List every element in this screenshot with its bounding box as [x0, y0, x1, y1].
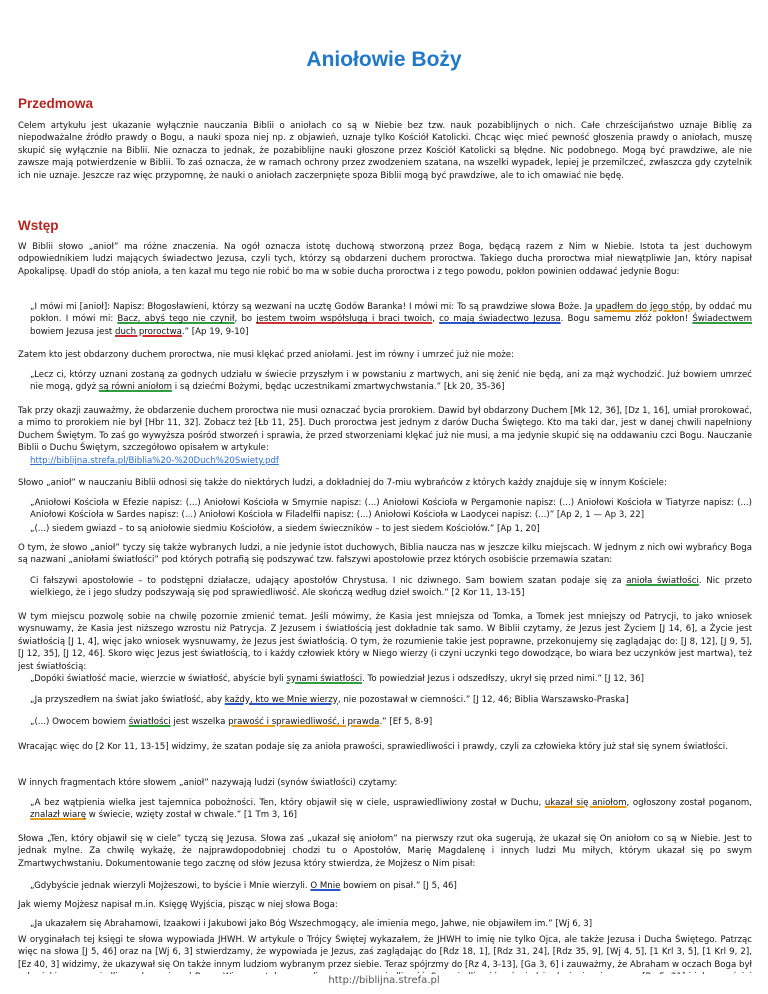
intro-paragraph-2: Zatem kto jest obdarzony duchem proroctwa, nie musi klękać przed aniołami. Jest im równy i umrzeć już nie może: — [18, 350, 514, 360]
highlight-green: Bacz, abyś tego nie czynił — [117, 314, 235, 325]
section-heading-intro: Wstęp — [18, 218, 59, 233]
quote-text: „Gdybyście jednak wierzyli Mojżeszowi, to byście i Mnie wierzyli. — [30, 881, 311, 891]
highlight-orange: upadłem do jego stóp — [595, 302, 690, 312]
quote-text: i są dziećmi Bożymi, będąc uczestnikami zmartwychwstania.” [Łk 20, 35-36] — [172, 382, 505, 393]
footer-url: http://biblijna.strefa.pl — [328, 975, 440, 986]
quote-ap-19 — [30, 301, 752, 338]
quote-text: „Dopóki światłość macie, wierzcie w światłość, abyście byli — [30, 674, 287, 684]
quote-j-5 — [30, 880, 752, 892]
intro-paragraph-8: W innych fragmentach które słowem „anioł” nazywają ludzi (synów światłości) czytamy: — [18, 778, 398, 788]
intro-paragraph-1: W Biblii słowo „anioł” ma różne znaczenia. Na ogół oznacza istotę duchową stworzoną przez Boga, będącą razem z Nim w Niebie. Istota ta jest duchowym odpowiednikiem ludzi mających świadectwo Jezusa, czyli tych, którzy są obdarzeni duchem proroctwa. Takiego ducha proroctwa miał niewątpliwie Jan, który napisał Apokalipsę. Upadł do stóp anioła, a ten kazał mu tego nie robić bo ma w sobie ducha proroctwa i z tego powodu, pokłon powinien oddawać jedynie Bogu: — [18, 242, 752, 277]
quote-text: . To powiedział Jezus i odszedłszy, ukrył się przed nimi.” [J 12, 36] — [362, 674, 644, 684]
quote-text: jest wszelka — [170, 717, 229, 727]
highlight-red: jestem twoim współsługą i braci twoich — [256, 314, 433, 325]
highlight-green: Świadectwem — [692, 314, 752, 325]
intro-paragraph-3: Tak przy okazji zauważmy, że obdarzenie duchem proroctwa nie musi oznaczać bycia prorokiem. Dawid był obdarzony Duchem [Mk 12, 36], [Dz 1, 16], umiał prorokować, a mimo to prorokiem nie był [Hbr 11, 32]. Zobacz też [Łb 11, 25]. Duch proroctwa jest jednym z darów Ducha Świętego. Kto ma taki dar, jest w danej chwili napełniony Duchem Świętym. To zaś go wywyższa pośród stworzeń i sprawia, że przed stworzeniami klękać już nie musi, a ma jedynie skupić się na oddawaniu czci Bogu. Nauczanie Biblii o Duchu Świętym, szczegółowo opisałem w artykule: — [18, 406, 752, 454]
highlight-orange: ukazał się aniołom — [544, 798, 627, 808]
highlight-green: synami światłości — [286, 674, 363, 684]
quote-text: bowiem Jezusa jest — [30, 326, 116, 337]
quote-2kor-11 — [30, 575, 752, 600]
quote-j-12-46 — [30, 694, 752, 706]
quote-text: .” [Ap 19, 9-10] — [181, 326, 249, 337]
quote-text: , bo — [234, 314, 257, 325]
intro-paragraph-9: Słowa „Ten, który objawił się w ciele” tyczą się Jezusa. Słowa zaś „ukazał się aniołom” na pierwszy rzut oka sugerują, że ukazał się On aniołom co są w Niebie. Jest to jednak mylne. Za chwilę wykażę, że najprawdopodobniej chodzi tu o Apostołów, Marię Magdalenę i innych ludzi Mu miłych, którym ukazał się po swym Zmartwychwstaniu. Dokumentowanie tego zacznę od słów Jezusa który stwierdza, że Mojżesz o Nim pisał: — [18, 834, 752, 869]
quote-text: . Bogu samemu złóż pokłon! — [560, 314, 693, 325]
highlight-red: duch proroctwa — [115, 326, 182, 337]
highlight-orange: znalazł wiarę — [30, 810, 87, 821]
quote-text: bowiem on pisał.” [J 5, 46] — [340, 881, 457, 891]
section-heading-preface: Przedmowa — [18, 96, 94, 111]
quote-text: „Lecz ci, którzy uznani zostaną za godnych udziału w świecie przyszłym i w powstaniu z martwych, ani się żenić nie będą, ani za mąż wychodzić. Już bowiem umrzeć nie mogą, gdyż — [30, 370, 752, 393]
quote-text: , by oddać mu pokłon. I mówi mi: — [30, 302, 752, 325]
quote-text: Ci fałszywi apostołowie – to podstępni działacze, udający apostołów Chrystusa. I nic dziwnego. Sam bowiem szatan podaje się za — [30, 576, 627, 586]
quote-wj-6: „Ja ukazałem się Abrahamowi, Izaakowi i Jakubowi jako Bóg Wszechmogący, ale imienia mego, Jahwe, nie objawiłem im.” [Wj 6, 3] — [30, 919, 593, 929]
quote-lk-20 — [30, 369, 752, 394]
highlight-green: anioła światłości — [626, 576, 699, 586]
intro-paragraph-7: Wracając więc do [2 Kor 11, 13-15] widzimy, że szatan podaje się za anioła prawości, sprawiedliwości i prawdy, czyli za człowieka który już stał się synem światłości. — [18, 742, 728, 752]
intro-paragraph-11: W oryginałach tej księgi te słowa wypowiada JHWH. W artykule o Trójcy Świętej wykazałem, że JHWH to imię nie tylko Ojca, ale także Jezusa i Ducha Świętego. Patrząc więc na słowa [J 5, 46] oraz na [Wj 6, 3] stwierdzamy, że wypowiada je Jezus, zaś zaglądając do [Rdz 18, 1], [Rdz 31, 24], [Rdz 35, 9], [Wj 4, 5], [1 Krl 3, 5], [1 Krl 9, 2], [Ez 40, 3] widzimy, że ukazywał się On także innym ludziom wybranym przez siebie. Teraz spójrzmy do [Rz 4, 3-13], [Ga 3, 6] i zauważmy, że Abraham w oczach Boga był — [18, 935, 752, 970]
quote-text: , ogłoszony został poganom, — [626, 798, 752, 808]
quote-ap-1: „(...) siedem gwiazd – to są aniołowie siedmiu Kościołów, a siedem świeczników – to jest siedem Kościołów.” [Ap 1, 20] — [30, 524, 540, 534]
quote-text: „A bez wątpienia wielka jest tajemnica pobożności. Ten, który objawił się w ciele, usprawiedliwiony został w Duchu, — [30, 798, 545, 808]
quote-text: „(...) Owocem bowiem — [30, 717, 129, 727]
quote-text: .” [Ef 5, 8-9] — [379, 717, 433, 727]
intro-paragraph-5: O tym, że słowo „anioł” tyczy się także wybranych ludzi, a nie jedynie istot duchowych, Biblia naucza nas w jeszcze kilku miejscach. W jednym z nich owi wybrańcy Boga są nazwani „aniołami światłości” pod których potrafią się podszywać tzw. fałszywi apostołowie przez których osobiście przemawia szatan: — [18, 543, 752, 566]
highlight-orange: prawość i sprawiedliwość, i prawda — [228, 717, 380, 727]
highlight-blue: co mają świadectwo Jezusa — [439, 314, 561, 325]
highlight-green: światłości — [128, 717, 171, 727]
quote-text: „Ja przyszedłem na świat jako światłość, aby — [30, 695, 225, 705]
highlight-blue: każdy, kto we Mnie wierzy — [224, 695, 338, 705]
quote-text: . Nic przeto wielkiego, że i jego słudzy podszywają się pod sprawiedliwość. Ale skończą według dzieł swoich.” [2 Kor 11, 13-15] — [30, 576, 753, 599]
highlight-green: są równi aniołom — [98, 382, 173, 393]
quote-j-12-36 — [30, 673, 752, 685]
quote-ef-5 — [30, 716, 752, 728]
quote-text: w świecie, wzięty został w chwale.” [1 Tm 3, 16] — [86, 810, 298, 821]
quote-text: „I mówi mi [anioł]: Napisz: Błogosławieni, którzy są wezwani na ucztę Godów Baranka! I mówi mi: To są prawdziwe słowa Boże. Ja — [30, 302, 596, 312]
highlight-blue: O Mnie — [310, 881, 341, 891]
page-title: Aniołowie Boży — [306, 48, 462, 71]
intro-paragraph-10: Jak wiemy Mojżesz napisał m.in. Księgę Wyjścia, pisząc w niej słowa Boga: — [18, 900, 338, 910]
intro-paragraph-6: W tym miejscu pozwolę sobie na chwilę pozornie zmienić temat. Jeśli mówimy, że Kasia jest mniejsza od Tomka, a Tomek jest mniejszy od Patrycji, to jako wniosek wysnuwamy, że Kasia jest niższego wzrostu niż Patrycja. Z Jezusem i światłością jest dokładnie tak samo. W Biblii czytamy, że Jezus jest Życiem [J 14, 6], a Życie jest światłością [J 1, 4], więc jako wniosek wysnuwamy, że Jezus jest światłością. O tym, że rozumienie takie jest poprawne, przekonujemy się zaglądając do: [J 8, 12], [J 9, 5], [J 12, 35], [J 12, 46]. Skoro więc Jezus jest światłością, to i każdy człowiek który w Niego wierzy (i czyni uczynki tego dowodzące, bo wiara bez uczynków jest martwa), też jest światłością: — [18, 612, 752, 672]
article-link[interactable]: http://biblijna.strefa.pl/Biblia%20-%20Duch%20Swiety.pdf — [30, 456, 279, 466]
quote-text: , nie pozostawał w ciemności.” [J 12, 46; Biblia Warszawsko-Praska] — [337, 695, 629, 705]
quote-text: , — [432, 314, 440, 325]
intro-paragraph-4: Słowo „anioł” w nauczaniu Biblii odnosi się także do niektórych ludzi, a dokładniej do 7-miu wybrańców z których każdy znajduje się w innym Kościele: — [18, 478, 667, 488]
preface-paragraph: Celem artykułu jest ukazanie wyłącznie nauczania Biblii o aniołach co są w Niebie bez tzw. nauk pozabiblijnych o nich. Całe chrześcijaństwo uznaje Biblię za niepodważalne źródło prawdy o Bogu, a nauki spoza niej np. z objawień, uznaje tylko Kościół Katolicki. Chcąc więc mieć pewność głoszenia prawdy o aniołach, muszę skupić się wyłącznie na Biblii. Nie oznacza to jednak, że pozabiblijne nauki głoszone przez Kościół Katolicki są błędne. Nic podobnego. Mogą być prawdziwe, ale nie zawsze mają potwierdzenie w Biblii. To zaś oznacza, że w ramach ochrony przez zwodzeniem szatana, na wszelki wypadek, lepiej je przemilczeć, zwłaszcza gdy czytelnik ich nie uznaje. Jeszcze raz więc przypomnę, że nauki o aniołach zaczerpnięte spoza Biblii mogą być prawdziwe, ale to ich omawiać nie będę. — [18, 121, 752, 181]
quote-ap-2-3: „Aniołowi Kościoła w Efezie napisz: (...) Aniołowi Kościoła w Smyrnie napisz: (...) Aniołowi Kościoła w Pergamonie napisz: (...) Aniołowi Kościoła w Tiatyrze napisz: (...) Aniołowi Kościoła w Sardes napisz: (...) Aniołowi Kościoła w Filadelfii napisz: (...) Aniołowi Kościoła w Laodycei napisz: (...)” [Ap 2, 1 — Ap 3, 22] — [30, 498, 752, 521]
quote-1tm-3 — [30, 797, 752, 822]
